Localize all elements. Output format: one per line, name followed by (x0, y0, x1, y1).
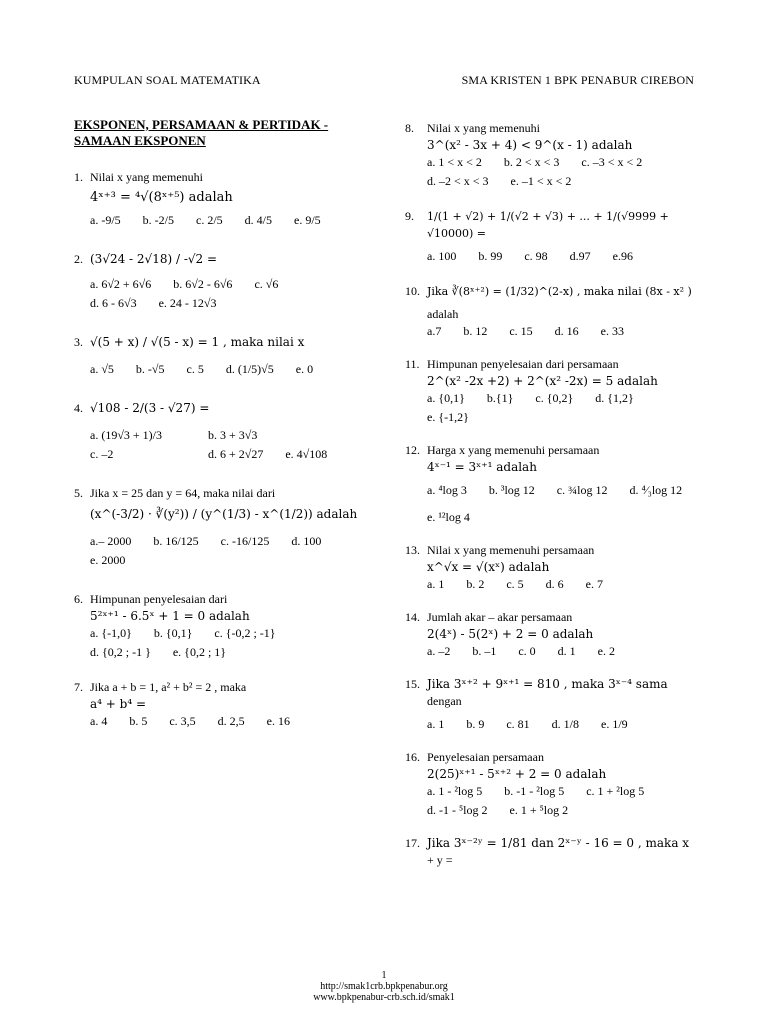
question-number: 13. (405, 543, 420, 557)
option-c: c. 1 + ²log 5 (586, 784, 645, 798)
question-text: Jika x = 25 dan y = 64, maka nilai dari (90, 486, 276, 500)
option-a: a. 1 (427, 717, 445, 731)
option-d: d. 6 (545, 577, 564, 591)
option-c: c. {-0,2 ; -1} (214, 626, 276, 640)
question-number: 1. (74, 170, 83, 184)
option-c: c. 98 (524, 249, 548, 263)
question-8 (405, 120, 695, 190)
option-e: e. 16 (266, 714, 290, 728)
question-expression: a⁴ + b⁴ = (90, 697, 147, 711)
option-b: b. 9 (466, 717, 485, 731)
option-e: e. {0,2 ; 1} (172, 645, 227, 659)
option-a: a. 1 - ²log 5 (427, 784, 483, 798)
question-text: Nilai x yang memenuhi (427, 121, 540, 135)
question-14 (405, 609, 695, 660)
option-d: d. 4/5 (244, 213, 273, 227)
answer-options (427, 783, 695, 819)
option-c: c. –3 < x < 2 (581, 155, 643, 169)
option-b: b. -2/5 (142, 213, 174, 227)
question-expression: 1/(1 + √2) + 1/(√2 + √3) + ... + 1/(√9999 + √10000) = (427, 210, 669, 240)
option-a: a.– 2000 (90, 534, 132, 548)
question-text: Jika a + b = 1, a² + b² = 2 , maka (90, 680, 247, 694)
option-c: c. 5 (506, 577, 524, 591)
option-d: d. 6 - 6√3 (90, 296, 137, 310)
option-b: b. 6√2 - 6√6 (173, 277, 233, 291)
page-number: 1 (381, 970, 387, 981)
answer-options (427, 716, 695, 733)
question-number: 12. (405, 443, 420, 457)
option-a: a. ⁴log 3 (427, 483, 467, 497)
question-text: Himpunan penyelesaian dari persamaan (427, 357, 619, 371)
question-11 (405, 356, 695, 426)
option-c: c. {0,2} (535, 391, 574, 405)
option-d: d. {0,2 ; -1 } (90, 645, 151, 659)
question-number: 8. (405, 121, 414, 135)
option-b: b. -√5 (135, 362, 165, 376)
option-a: a.7 (427, 324, 442, 338)
question-expression: (3√24 - 2√18) / -√2 = (90, 252, 218, 266)
answer-options (90, 361, 364, 378)
option-e: e. 1 + ⁵log 2 (509, 803, 569, 817)
answer-options (90, 276, 364, 312)
option-a: a. 6√2 + 6√6 (90, 277, 152, 291)
answer-options (427, 323, 695, 340)
answer-options (427, 643, 695, 660)
option-a: a. 4 (90, 714, 108, 728)
footer-url-1[interactable]: http://smak1crb.bpkpenabur.org (320, 981, 448, 992)
footer-url-2[interactable]: www.bpkpenabur-crb.sch.id/smak1 (313, 992, 455, 1003)
option-d: d. –2 < x < 3 (427, 174, 489, 188)
option-d: d. 2,5 (217, 714, 245, 728)
header-left: KUMPULAN SOAL MATEMATIKA (74, 73, 261, 87)
question-number: 9. (405, 209, 414, 223)
option-a: a. 100 (427, 249, 457, 263)
option-a: a. 1 < x < 2 (427, 155, 482, 169)
question-expression: √108 - 2/(3 - √27) = (90, 401, 210, 415)
question-text: Jika 3ˣ⁻²ʸ = 1/81 dan 2ˣ⁻ʸ - 16 = 0 , maka x (427, 836, 690, 850)
question-text: Harga x yang memenuhi persamaan (427, 443, 600, 457)
question-text: Jika 3ˣ⁺² + 9ˣ⁺¹ = 810 , maka 3ˣ⁻⁴ sama (427, 677, 668, 691)
option-d: d. 1/8 (551, 717, 579, 731)
question-number: 14. (405, 610, 420, 624)
question-7 (74, 679, 364, 730)
question-expression: 4ˣ⁻¹ = 3ˣ⁺¹ adalah (427, 460, 537, 474)
question-9 (405, 208, 695, 265)
option-d: d. -1 - ⁵log 2 (427, 803, 488, 817)
option-a: a. {0,1} (427, 391, 465, 405)
question-17 (405, 835, 695, 869)
answer-options (427, 482, 695, 526)
option-e: e. 1/9 (601, 717, 628, 731)
option-d: d. (1/5)√5 (225, 362, 274, 376)
question-text: Himpunan penyelesaian dari (90, 592, 228, 606)
question-expression: adalah (427, 307, 459, 321)
option-a: a. –2 (427, 644, 451, 658)
option-c: c. ¾log 12 (556, 483, 608, 497)
question-number: 17. (405, 836, 420, 850)
question-text: Penyelesaian persamaan (427, 750, 544, 764)
option-b: b. ³log 12 (488, 483, 535, 497)
footer (0, 970, 768, 1003)
section-title: EKSPONEN, PERSAMAAN & PERTIDAK - SAMAAN EKSPONEN (74, 117, 329, 148)
option-b: b. 5 (129, 714, 148, 728)
answer-options (90, 427, 364, 463)
question-expression: 2^(x² -2x +2) + 2^(x² -2x) = 5 adalah (427, 374, 658, 388)
option-c: c. –2 (90, 447, 114, 461)
answer-options (427, 248, 695, 265)
question-expression: dengan (427, 694, 462, 708)
question-10 (405, 283, 695, 340)
right-column (405, 120, 695, 883)
question-13 (405, 542, 695, 593)
option-c: c. 0 (518, 644, 536, 658)
option-d: d. 16 (554, 324, 579, 338)
question-expression: √(5 + x) / √(5 - x) = 1 , maka nilai x (90, 335, 305, 349)
option-a: a. √5 (90, 362, 114, 376)
question-number: 7. (74, 680, 83, 694)
question-number: 16. (405, 750, 420, 764)
option-a: a. {-1,0} (90, 626, 132, 640)
question-expression: 3^(x² - 3x + 4) < 9^(x - 1) adalah (427, 138, 633, 152)
question-expression: 2(4ˣ) - 5(2ˣ) + 2 = 0 adalah (427, 627, 594, 641)
question-16 (405, 749, 695, 819)
option-c: c. 15 (509, 324, 533, 338)
question-expression: x^√x = √(xˣ) adalah (427, 560, 550, 574)
option-c: c. √6 (254, 277, 279, 291)
question-1 (74, 169, 364, 229)
question-text: Nilai x yang memenuhi (90, 170, 203, 184)
option-b: b. 2 < x < 3 (503, 155, 560, 169)
option-d: d. {1,2} (595, 391, 634, 405)
question-expression: 4ˣ⁺³ = ⁴√(8ˣ⁺⁵) adalah (90, 190, 233, 205)
question-number: 6. (74, 592, 83, 606)
option-e: e. {-1,2} (427, 410, 469, 424)
option-b: b. -1 - ²log 5 (504, 784, 565, 798)
question-3 (74, 334, 364, 378)
option-d: d. 100 (291, 534, 322, 548)
question-12 (405, 442, 695, 526)
answer-options (427, 576, 695, 593)
option-e: e. 24 - 12√3 (158, 296, 217, 310)
question-text: Nilai x yang memenuhi persamaan (427, 543, 595, 557)
option-d: d.97 (569, 249, 591, 263)
option-c: c. -16/125 (220, 534, 270, 548)
answer-options (90, 713, 364, 730)
answer-options (90, 625, 364, 661)
option-e: e. 33 (600, 324, 624, 338)
answer-options (90, 533, 364, 569)
option-a: a. (19√3 + 1)/3 (90, 428, 163, 442)
question-number: 4. (74, 401, 83, 415)
option-e: e. 2 (597, 644, 615, 658)
answer-options (90, 212, 364, 229)
option-e: e. 7 (585, 577, 603, 591)
answer-options (427, 390, 695, 426)
option-b: b. –1 (472, 644, 497, 658)
option-a: a. 1 (427, 577, 445, 591)
option-c: c. 5 (186, 362, 204, 376)
left-column (74, 117, 364, 744)
question-number: 2. (74, 252, 83, 266)
question-6 (74, 591, 364, 661)
question-number: 3. (74, 335, 83, 349)
option-c: c. 2/5 (196, 213, 223, 227)
question-text: Jumlah akar – akar persamaan (427, 610, 573, 624)
question-number: 11. (405, 357, 420, 371)
option-d: d. 6 + 2√27 (208, 447, 264, 461)
question-number: 10. (405, 284, 420, 298)
question-15 (405, 676, 695, 733)
option-d: d. ⁴⁄₃log 12 (629, 483, 683, 497)
option-e: e. 0 (295, 362, 314, 376)
question-4 (74, 400, 364, 463)
option-e: e.96 (612, 249, 633, 263)
question-text: Jika ∛(8ˣ⁺²) = (1/32)^(2-x) , maka nilai (8x - x² ) (427, 285, 692, 298)
option-b: b. 2 (466, 577, 485, 591)
option-c: c. 3,5 (169, 714, 196, 728)
option-b: b. 99 (478, 249, 503, 263)
header-right: SMA KRISTEN 1 BPK PENABUR CIREBON (461, 73, 694, 87)
question-expression: 2(25)ˣ⁺¹ - 5ˣ⁺² + 2 = 0 adalah (427, 767, 607, 781)
option-b: b. 3 + 3√3 (208, 428, 258, 442)
option-e: e. ¹²log 4 (427, 510, 470, 524)
question-expression: + y = (427, 853, 453, 867)
option-e: e. 2000 (90, 553, 126, 567)
question-number: 5. (74, 486, 83, 500)
option-b: b. 16/125 (153, 534, 199, 548)
option-c: c. 81 (506, 717, 530, 731)
option-e: e. 4√108 (285, 447, 328, 461)
question-number: 15. (405, 677, 420, 691)
option-d: d. 1 (557, 644, 576, 658)
option-e: e. 9/5 (294, 213, 321, 227)
option-b: b. {0,1} (153, 626, 193, 640)
option-b: b.{1} (486, 391, 514, 405)
question-expression: (x^(-3/2) · ∛(y²)) / (y^(1/3) - x^(1/2)) adalah (90, 507, 358, 521)
option-a: a. -9/5 (90, 213, 121, 227)
option-b: b. 12 (463, 324, 488, 338)
question-2 (74, 251, 364, 312)
option-e: e. –1 < x < 2 (510, 174, 572, 188)
question-expression: 5²ˣ⁺¹ - 6.5ˣ + 1 = 0 adalah (90, 609, 250, 623)
question-5 (74, 485, 364, 569)
answer-options (427, 154, 695, 190)
